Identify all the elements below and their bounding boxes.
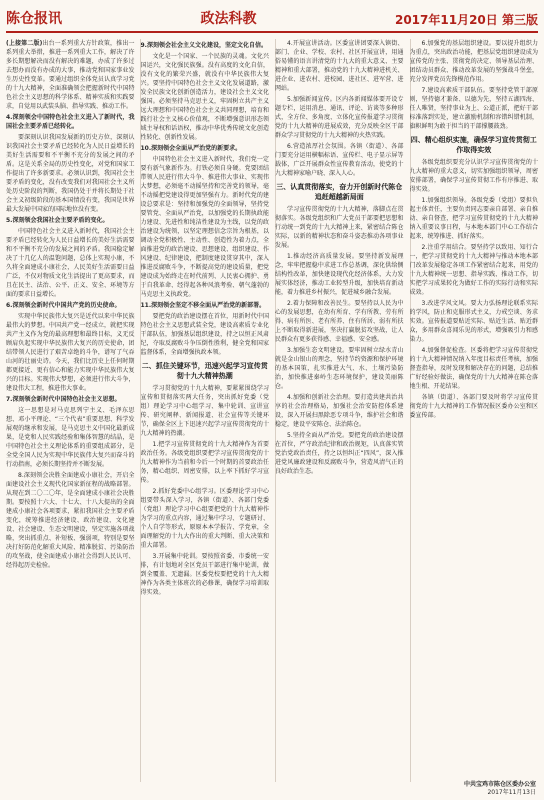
article-body [6, 39, 538, 782]
body-paragraph: 7.建设高素质干部队伍。要坚持党管干部原则，坚持德才兼备、以德为先，坚持五湖四海、任人唯贤，坚持事业为上、公道正派，把好干部标准落到实处，建立激励机制和容错纠错机制，旗帜鲜明为敢于担当的干部撑腰鼓劲。 [409, 87, 538, 130]
column-2 [141, 39, 270, 782]
body-paragraph: 4.开展宣讲活动。区委宣讲团要深入镇街、部门、企业、学校、农村、社区开展宣讲，用通俗易懂的语言讲清党的十九大的重大意义、主要精神和重大部署，推动党的十九大精神进机关、进企业、进农村、进校园、进社区、进军营、进网站。 [275, 40, 404, 92]
column-4 [410, 39, 539, 782]
body-paragraph: 6.营造浓厚社会氛围。各镇（街道）、各部门要充分运用横幅标语、宣传栏、电子显示屏等载体，广泛开展群众性宣传教育活动，使党的十九大精神家喻户晓、深入人心。 [275, 143, 404, 177]
body-paragraph: 5.坚持全面从严治党。要把党的政治建设摆在首位，严守政治纪律和政治规矩，认真落实管党治党政治责任，持之以恒纠正“四风”，深入推进党风廉政建设和反腐败斗争，营造风清气正的良好政治生态。 [275, 432, 404, 475]
subheading: 6.深刻领会新时代中国共产党的历史使命。 [6, 302, 121, 309]
body-paragraph: 2.抓好党委中心组学习。区委理论学习中心组要带头深入学习，各镇（街道）、各部门党委（党组）理论学习中心组要把党的十九大精神作为学习的重点内容，通过集中学习、专题研讨、个人自学等形式，原原本本学报告、学党章，全面理解党的十九大作出的重大判断、重大决策和重大部署。 [140, 488, 269, 549]
body-paragraph: 要深刻认识我国发展新的历史方位，深刻认识我国社会主要矛盾已经转化为人民日益增长的美好生活需要和不平衡不充分的发展之间的矛盾。这是关系全局的历史性变化，对党和国家工作提出了许多新要求。必须认识到，我国社会主要矛盾的变化，没有改变我们对我国社会主义所处历史阶段的判断，我国仍处于并将长期处于社会主义初级阶段的基本国情没有变，我国是世界最大发展中国家的国际地位没有变。 [6, 134, 135, 213]
body-paragraph: 8.深刻领会决胜全面建成小康社会，开启全面建设社会主义现代化国家新征程的战略部署。从现在到二〇二〇年，是全面建成小康社会决胜期。要按照十六大、十七大、十八大提出的全面建成小康社会各项要求，紧扣我国社会主要矛盾变化，统筹推进经济建设、政治建设、文化建设、社会建设、生态文明建设，坚定实施各项战略，突出抓重点、补短板、强弱项，特别是要坚决打好防范化解重大风险、精准脱贫、污染防治的攻坚战，使全面建成小康社会得到人民认可、经得起历史检验。 [6, 472, 135, 569]
continuation-note: (上接第二版) [6, 40, 43, 47]
subheading: 10.深刻领会全面从严治党的新要求。 [140, 145, 242, 152]
issue-info [395, 11, 538, 28]
issuing-organization: 中共宝鸡市陈仓区委办公室 [463, 781, 536, 788]
column-3 [275, 39, 404, 782]
body-paragraph: 3.加强生态文明建设。要牢固树立绿水青山就是金山银山的理念，坚持节约资源和保护环境的基本国策，扎实推进大气、水、土壤污染防治，加快推进秦岭生态环境保护，建设美丽陈仓。 [275, 347, 404, 390]
body-paragraph: 文化是一个国家、一个民族的灵魂。文化兴国运兴，文化强民族强。没有高度的文化自信，没有文化的繁荣兴盛，就没有中华民族伟大复兴。要坚持中国特色社会主义文化发展道路，激发全民族文化创新创造活力，建设社会主义文化强国。必须坚持马克思主义，牢固树立共产主义远大理想和中国特色社会主义共同理想，培育和践行社会主义核心价值观，不断增强意识形态领域主导权和话语权，推动中华优秀传统文化创造性转化、创新性发展。 [140, 53, 269, 141]
body-paragraph: 2.注重学用结合。要坚持学以致用、知行合一，把学习贯彻党的十九大精神与推动本地本部门改革发展稳定各项工作紧密结合起来，用党的十九大精神统一思想、指导实践、推动工作，切实把学习成果转化为做好工作的实际行动和实际成效。 [409, 244, 538, 296]
body-paragraph: 各级党组织要充分认识学习宣传贯彻党的十九大精神的重大意义，切实加强组织领导，周密安排部署，确保学习宣传贯彻工作有序推进、取得实效。 [409, 159, 538, 193]
subheading: 9.深刻领会社会主义文化建设，坚定文化自信。 [140, 42, 267, 49]
body-paragraph: 学习贯彻党的十九大精神，要紧紧围绕学习宣传和贯彻落实两大任务，突出抓好党委（党组）理论学习中心组学习、集中轮训、宣讲宣传、研究阐释、新闻报道、社会宣传等关键环节，确保全区上下迅速兴起学习宣传贯彻党的十九大精神的热潮。 [140, 385, 269, 437]
body-paragraph: 2.着力保障和改善民生。要坚持以人民为中心的发展思想，在幼有所育、学有所教、劳有所得、病有所医、老有所养、住有所居、弱有所扶上不断取得新进展，坚决打赢脱贫攻坚战，让人民群众有更多获得感、幸福感、安全感。 [275, 300, 404, 343]
subheading: 5.深刻领会我国社会主要矛盾的变化。 [6, 217, 109, 224]
body-paragraph: 要把党的政治建设摆在首位，用新时代中国特色社会主义思想武装全党，建设高素质专业化干部队伍，加强基层组织建设，持之以恒正风肃纪，夺取反腐败斗争压倒性胜利，健全党和国家监督体系，全面增强执政本领。 [140, 313, 269, 356]
body-paragraph: 实现中华民族伟大复兴是近代以来中华民族最伟大的梦想。中国共产党一经成立，就把实现共产主义作为党的最高理想和最终目标，义无反顾肩负起实现中华民族伟大复兴的历史使命，团结带领人民进行了艰苦卓绝的斗争，谱写了气吞山河的壮丽史诗。今天，我们比历史上任何时期都更接近、更有信心和能力实现中华民族伟大复兴的目标。实现伟大梦想，必须进行伟大斗争，建设伟大工程，推进伟大事业。 [6, 313, 135, 392]
body-paragraph: 4.加强和创新社会治理。要打造共建共治共享的社会治理格局，加强社会治安防控体系建设，深入开展扫黑除恶专项斗争，维护社会和谐稳定，建设平安陈仓、法治陈仓。 [275, 394, 404, 428]
body-paragraph: 各镇（街道）、各部门要及时将学习宣传贯彻党的十九大精神的工作情况报区委办公室和区委宣传部。 [409, 394, 538, 419]
body-paragraph: 4.加强督促检查。区委将把学习宣传贯彻党的十九大精神情况纳入年度目标责任考核，加强督查指导，及时发现和解决存在的问题，总结推广好经验好做法，确保党的十九大精神在陈仓落地生根、开花结果。 [409, 347, 538, 390]
body-paragraph: 1.把学习宣传贯彻党的十九大精神作为首要政治任务。各级党组织要把学习宣传贯彻党的十九大精神作为当前和今后一个时期的首要政治任务，精心组织、周密安排，以上率下抓好学习宣传。 [140, 441, 269, 484]
section-heading: 三、认真贯彻落实，奋力开创新时代陈仓追赶超越新局面 [276, 183, 403, 201]
body-paragraph: 中国特色社会主义进入新时代，我国社会主要矛盾已经转化为人民日益增长的美好生活需要和不平衡不充分的发展之间的矛盾。我国稳定解决了十几亿人的温饱问题，总体上实现小康，不久将全面建成小康社会，人民美好生活需要日益广泛，不仅对物质文化生活提出了更高要求，而且在民主、法治、公平、正义、安全、环境等方面的要求日益增长。 [6, 228, 135, 298]
section-heading: 二、抓住关键环节，迅速兴起学习宣传贯彻十九大精神热潮 [141, 362, 268, 380]
intro-text: 出台一系列重大方针政策，推出一系列重大举措，推进一系列重大工作，解决了许多长期想解决而没有解决的难题，办成了许多过去想办而没有办成的大事，推动党和国家事业发生历史性变革。要通过组织全体党员认真学习党的十九大精神，全面准确领会把握新时代中国特色社会主义思想的科学体系、精神实质和实践要求，自觉用以武装头脑、指导实践、推动工作。 [6, 40, 135, 110]
body-paragraph: 1.推动经济高质量发展。要坚持新发展理念，牢牢把握稳中求进工作总基调，深化供给侧结构性改革，加快建设现代化经济体系，大力发展实体经济，推动工业转型升级，加快培育新动能，着力推进乡村振兴，促进城乡融合发展。 [275, 253, 404, 296]
page-header [6, 8, 538, 28]
body-paragraph: 3.开展集中轮训。要按照省委、市委统一安排，有计划地对全区党员干部进行集中轮训，做到全覆盖、无遗漏。区委党校要把党的十九大精神作为各类主体班次的必修课，确保学习培训取得实效。 [140, 553, 269, 596]
intro-paragraph [6, 39, 135, 111]
body-paragraph: 学习宣传贯彻党的十九大精神，落脚点在贯彻落实。各级党组织和广大党员干部要把思想和行动统一到党的十九大精神上来，紧密结合陈仓实际，以新的精神状态和奋斗姿态推动各项事业发展。 [275, 206, 404, 249]
column-1 [6, 39, 135, 782]
header-rule [6, 31, 538, 33]
body-paragraph: 3.改进学风文风。要大力弘扬理论联系实际的学风，防止和克服形式主义，力戒空谈、务求实效。宣传报道要贴近实际、贴近生活、贴近群众，多用群众喜闻乐见的形式，增强吸引力和感染力。 [409, 300, 538, 343]
newspaper-name: 陈仓报讯 [6, 11, 62, 27]
section-heading: 四、精心组织实施，确保学习宣传贯彻工作取得实效 [410, 136, 537, 154]
subheading: 4.深刻领会中国特色社会主义进入了新时代，我国社会主要矛盾已经转化。 [6, 114, 135, 130]
body-paragraph: 中国特色社会主义进入新时代，我们党一定要有新气象新作为。打铁必须自身硬。党要团结带领人民进行伟大斗争、推进伟大事业、实现伟大梦想，必须毫不动摇坚持和完善党的领导，毫不动摇把党建设得更加坚强有力。新时代党的建设总要求是：坚持和加强党的全面领导，坚持党要管党、全面从严治党，以加强党的长期执政能力建设、先进性和纯洁性建设为主线，以党的政治建设为统领，以坚定理想信念宗旨为根基，以调动全党积极性、主动性、创造性为着力点，全面推进党的政治建设、思想建设、组织建设、作风建设、纪律建设，把制度建设贯穿其中，深入推进反腐败斗争，不断提高党的建设质量，把党建设成为始终走在时代前列、人民衷心拥护、勇于自我革命、经得起各种风浪考验、朝气蓬勃的马克思主义执政党。 [140, 156, 269, 298]
issue-date: 2017年11月20日 [394, 13, 498, 27]
section-title: 政法科教 [200, 11, 257, 27]
page-number: 第三版 [501, 13, 538, 27]
issue-signature-date: 2017年11月13日 [487, 789, 536, 796]
body-paragraph: 6.加强党的基层组织建设。要以提升组织力为重点，突出政治功能，把基层党组织建设成为宣传党的主张、贯彻党的决定、领导基层治理、团结动员群众、推动改革发展的坚强战斗堡垒，充分发挥党员先锋模范作用。 [409, 40, 538, 83]
body-paragraph: 5.加强新闻宣传。区内各新闻媒体要开设专题专栏，运用消息、通讯、评论、访谈等多种形式，全方位、多角度、立体化宣传报道学习贯彻党的十九大精神的进展成效，充分反映全区干部群众学习贯彻党的十九大精神的火热实践。 [275, 96, 404, 139]
body-paragraph: 这一思想是对马克思列宁主义、毛泽东思想、邓小平理论、“三个代表”重要思想、科学发展观的继承和发展，是马克思主义中国化最新成果，是党和人民实践经验和集体智慧的结晶，是中国特色社会主义理论体系的重要组成部分，是全党全国人民为实现中华民族伟大复兴而奋斗的行动指南，必须长期坚持并不断发展。 [6, 407, 135, 468]
subheading: 7.深刻领会新时代中国特色社会主义思想。 [6, 396, 121, 403]
subheading: 11.深刻领会坚定不移全面从严治党的新部署。 [140, 302, 266, 309]
body-paragraph: 1.加强组织领导。各级党委（党组）要担负起主体责任，主要负责同志要亲自部署、亲自推动、亲自督查，把学习宣传贯彻党的十九大精神纳入重要议事日程，与本地本部门中心工作结合起来，统筹推进、抓好落实。 [409, 197, 538, 240]
